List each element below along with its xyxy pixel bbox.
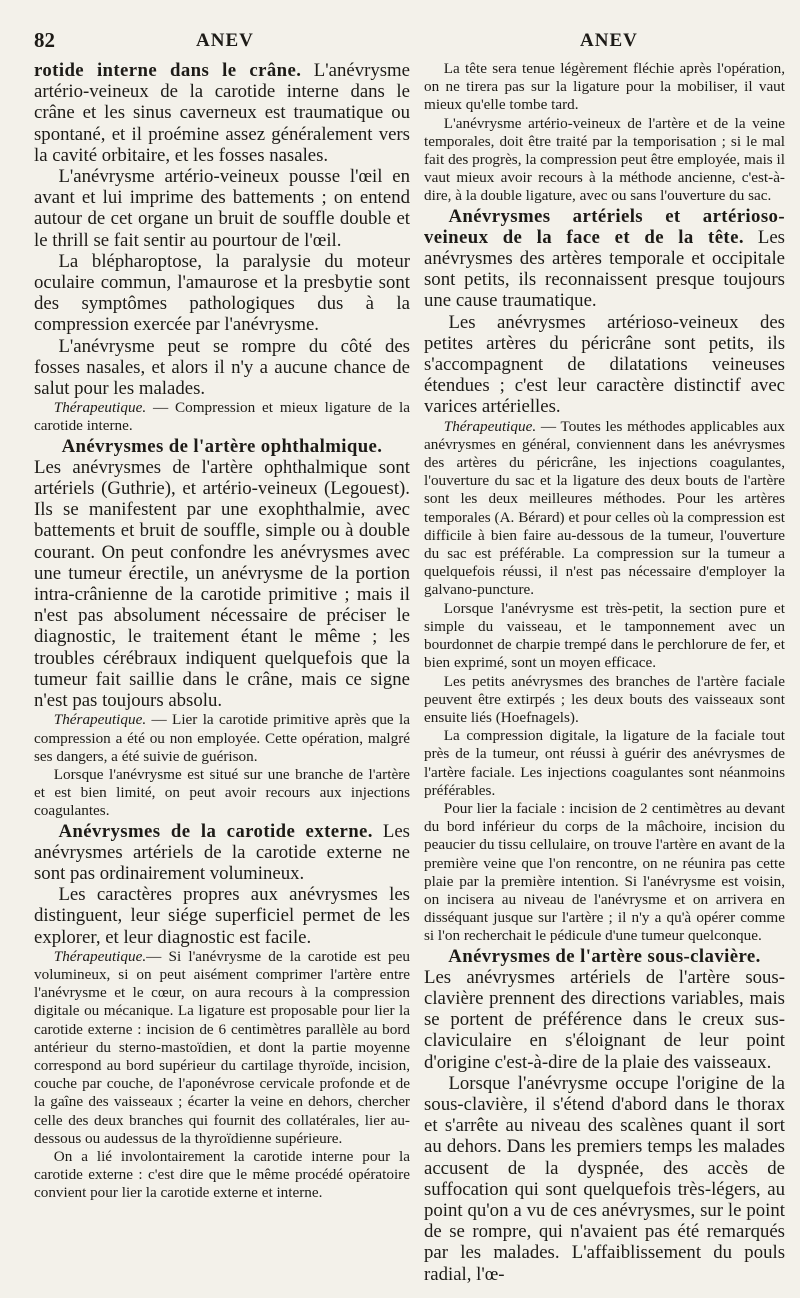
paragraph: La tête sera tenue légèrement fléchie après l'opération, on ne tirera pas sur la ligature pour la mobiliser, il vaut mieux qu'elle tombe tard. [424, 60, 785, 114]
paragraph: L'anévrysme peut se rompre du côté des fosses nasales, et alors il n'y a aucune chance de salut pour les malades. [34, 335, 410, 400]
paragraph: Les anévrysmes artérioso-veineux des petites artères du péricrâne sont petits, ils s'accompagnent de dilatations veineuses étendues ; c'est leur caractère distinctif avec varices artérielles. [424, 311, 785, 418]
paragraph-text: Les anévrysmes des artères temporale et occipitale sont petits, ils reconnaissent presque toujours une cause traumatique. [424, 226, 785, 312]
paragraph: Lorsque l'anévrysme occupe l'origine de la sous-clavière, il s'étend d'abord dans le thorax et s'arrête au niveau des scalènes quant il sort au dehors. Dans les premiers temps les malades accusent de la dyspnée, des accès de suffocation qui sont quelquefois très-légers, au point qu'on a vu de ces anévrysmes, sur le point de se rompre, qui n'avaient pas été remarqués par les malades. L'affaiblissement du pouls radial, l'œ- [424, 1072, 785, 1285]
paragraph: Lorsque l'anévrysme est situé sur une branche de l'artère et est bien limité, on peut avoir recours aux injections coagulantes. [34, 765, 410, 820]
therapeutique-label: Thérapeutique. [53, 711, 147, 729]
paragraph: Les caractères propres aux anévrysmes les distinguent, leur siége superficiel permet de les explorer, et leur diagnostic est facile. [34, 884, 410, 948]
paragraph [34, 948, 410, 1148]
paragraph: La blépharoptose, la paralysie du moteur oculaire commun, l'amaurose et la presbytie sont des symptômes pathologiques dus à la compression exercée par l'anévrysme. [34, 250, 410, 336]
page-header [0, 28, 800, 54]
paragraph: Les petits anévrysmes des branches de l'artère faciale peuvent être extirpés ; les deux bouts des vaisseaux sont ensuite liés (Hoefnagels). [424, 672, 785, 726]
paragraph [424, 418, 785, 600]
section-heading: Anévrysmes de l'artère sous-clavière. [448, 945, 761, 967]
paragraph [34, 711, 410, 766]
therapeutique-label: Thérapeutique. [53, 947, 147, 965]
paragraph: L'anévrysme artério-veineux pousse l'œil en avant et lui imprime des battements ; on entend autour de cet organe un bruit de souffle double et le thrill se fait sentir au pourtour de l'œil. [34, 166, 410, 251]
paragraph-text: — Si l'anévrysme de la carotide est peu volumineux, si on peut aisément comprimer l'artère entre l'anévrysme et le cœur, on aura recours à la compression digitale ou mécanique. La ligature est proposable pour lier la carotide externe : incision de 6 centimètres parallèle au bord antérieur du sterno-mastoïdien, et dont la partie moyenne correspond au bord supérieur du cartilage thyroïde, incision, couche par couche, de l'aponévrose cervicale profonde et de la gaîne des vaisseaux ; écarter la veine en dehors, chercher celle des deux branches qui fournit des collatérales, lier au-dessous ou audessus de la thyroïdienne supérieure. [34, 947, 410, 1147]
running-head-left: ANEV [196, 30, 254, 51]
therapeutique-label: Thérapeutique. [443, 417, 537, 435]
paragraph-text: — Compression et mieux ligature de la carotide interne. [34, 399, 410, 435]
paragraph: Les anévrysmes artériels de l'artère sous-clavière prennent des directions variables, mais se portent de préférence dans le creux sus-claviculaire en s'éloignant de leur point d'origine c'est-à-dire de la plaie des vaisseaux. [424, 966, 785, 1073]
paragraph [34, 399, 410, 435]
paragraph: La compression digitale, la ligature de la faciale tout près de la tumeur, ont réussi à guérir des anévrysmes de l'artère faciale. Les injections coagulantes sont néanmoins préférables. [424, 727, 785, 799]
paragraph: Les anévrysmes de l'artère ophthalmique sont artériels (Guthrie), et artério-veineux (Legouest). Ils se manifestent par une exophthalmie, avec battements et bruit de souffle, simple ou à double courant. On peut confondre les anévrysmes avec une tumeur érectile, un anévrysme de la portion intra-crânienne de la carotide primitive ; mais il n'est pas absolument nécessaire de préciser le diagnostic, le traitement étant le même ; les troubles cérébraux indiquent quelquefois que la tumeur fait saillie dans le crâne, mais ce signe n'est pas toujours absolu. [34, 456, 410, 712]
paragraph [34, 821, 410, 885]
section-heading: rotide interne dans le crâne. [34, 60, 302, 81]
therapeutique-label: Thérapeutique. [53, 399, 147, 417]
paragraph: Lorsque l'anévrysme est très-petit, la section pure et simple du vaisseau, et le tamponnement avec un bourdonnet de charpie trempé dans le perchlorure de fer, et bien exprimé, sont un moyen efficace. [424, 599, 785, 672]
paragraph-text: L'anévrysme artério-veineux de la carotide interne dans le crâne et les sinus caverneux est traumatique ou spontané, et il proémine assez généralement vers la cavité orbitaire, et les fosses nasales. [34, 60, 411, 166]
section-heading: Anévrysmes de la carotide externe. [58, 820, 373, 842]
running-head-right: ANEV [580, 30, 638, 51]
left-column [34, 60, 410, 1203]
paragraph-text: — Toutes les méthodes applicables aux anévrysmes en général, conviennent dans les anévrysmes des artères du péricrâne, les injections coagulantes, l'ouverture du sac et la ligature des deux bouts de l'artère sont les deux meilleures méthodes. Pour les artères temporales (A. Bérard) et pour celles où la compression est difficile à bien faire au-dessous de la tumeur, l'ouverture du sac est préférable. La compression sur la tumeur a quelquefois réussi, il n'est pas nécessaire d'employer la galvano-puncture. [424, 417, 785, 599]
paragraph-text: Les anévrysmes artériels de la carotide externe ne sont pas ordinairement volumineux. [34, 820, 410, 884]
paragraph: Pour lier la faciale : incision de 2 centimètres au devant du bord inférieur du corps de la mâchoire, incision du peaucier du tissu cellulaire, on trouve l'artère en avant de la première veine que l'on rencontre, on ne réunira pas cette plaie par la première intention. Si l'anévrysme est voisin, on incisera au niveau de l'anévrysme et on arrivera en disséquant jusque sur l'artère ; il n'y a qu'à opérer comme si l'on recherchait le pédicule d'une tumeur quelconque. [424, 799, 785, 945]
paragraph: L'anévrysme artério-veineux de l'artère et de la veine temporales, doit être traité par la temporisation ; si le mal fait des progrès, la compression peut être employée, mais il vaut mieux avoir recours à la méthode ancienne, c'est-à-dire, à la double ligature, avec ou sans l'ouverture du sac. [424, 114, 785, 205]
right-column [424, 60, 785, 1285]
paragraph [424, 206, 785, 312]
section-heading: Anévrysmes de l'artère ophthalmique. [61, 435, 383, 457]
paragraph-text: — Lier la carotide primitive après que la compression a été ou non employée. Cette opération, malgré ses dangers, a été suivie de guérison. [34, 711, 410, 765]
paragraph: On a lié involontairement la carotide interne pour la carotide externe : c'est dire que le même procédé opératoire convient pour lier la carotide externe et interne. [34, 1147, 410, 1202]
paragraph [34, 60, 410, 166]
section-heading: Anévrysmes artériels et artérioso-veineux de la face et de la tête. [424, 205, 785, 248]
page-number: 82 [34, 28, 55, 52]
